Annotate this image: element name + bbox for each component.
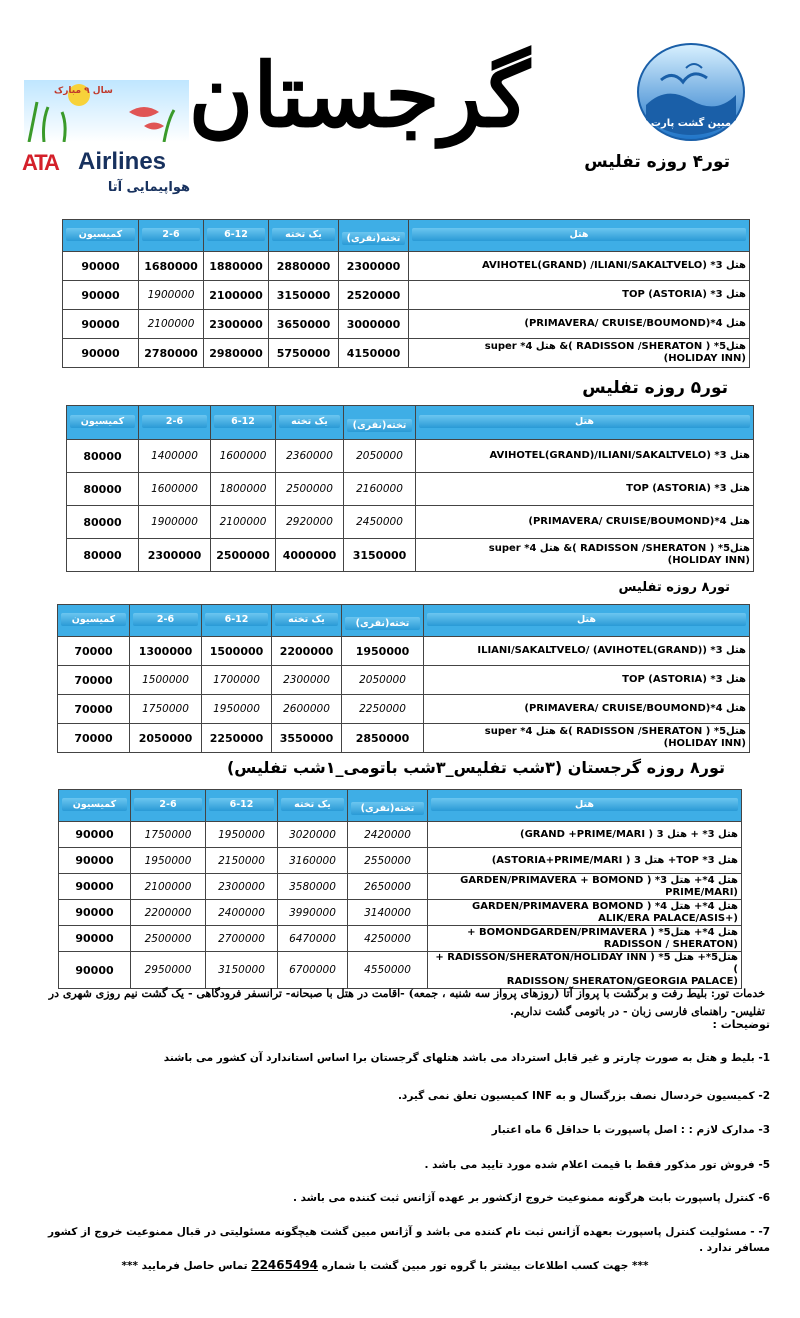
col-hotel: هتل <box>427 613 746 626</box>
table-row <box>63 281 750 310</box>
hotel-cell: هتل 3* + هتل 3 ( GRAND +PRIME/MARI) <box>428 822 742 848</box>
col-hotel: هتل <box>431 798 738 811</box>
commission-cell: 70000 <box>58 695 130 724</box>
double-cell: 2250000 <box>342 695 424 724</box>
tour-4-table <box>62 219 750 368</box>
commission-cell: 90000 <box>59 822 131 848</box>
double-cell: 2550000 <box>348 848 428 874</box>
single-cell: 2300000 <box>272 666 342 695</box>
child-2-6-cell: 1950000 <box>131 848 206 874</box>
contact-suffix: تماس حاصل فرمایید *** <box>121 1260 248 1272</box>
hotel-cell: هتل 3* (TOP (ASTORIA <box>416 473 754 506</box>
col-2-6: 2-6 <box>134 798 202 811</box>
double-cell: 2160000 <box>344 473 416 506</box>
child-6-12-cell: 1500000 <box>202 637 272 666</box>
col-2-6: 2-6 <box>142 228 200 241</box>
single-cell: 5750000 <box>269 339 339 368</box>
double-cell: 2050000 <box>342 666 424 695</box>
double-cell: 3000000 <box>339 310 409 339</box>
table-row <box>67 506 754 539</box>
hotel-cell: هتل 3* (TOP (ASTORIA <box>409 281 750 310</box>
child-2-6-cell: 2100000 <box>131 874 206 900</box>
child-2-6-cell: 1400000 <box>139 440 211 473</box>
single-cell: 3550000 <box>272 724 342 753</box>
col-commission: کمیسیون <box>70 415 135 428</box>
child-6-12-cell: 3150000 <box>206 952 278 989</box>
col-6-12: 6-12 <box>207 228 265 241</box>
single-cell: 2360000 <box>276 440 344 473</box>
hotel-cell: هتل 4*+ هتل 4* ( GARDEN/PRIMAVERA BOMOND (+ALIK/ERA PALACE/ASIS <box>428 900 742 926</box>
hotel-cell: هتل 3* TOP+ هتل 3 ( ASTORIA+PRIME/MARI) <box>428 848 742 874</box>
single-cell: 6700000 <box>278 952 348 989</box>
table-row <box>59 900 742 926</box>
child-2-6-cell: 2100000 <box>139 310 204 339</box>
commission-cell: 90000 <box>59 848 131 874</box>
note-item: 5- فروش تور مذکور فقط با قیمت اعلام شده مورد تایید می باشد . <box>424 1159 770 1171</box>
child-6-12-cell: 2150000 <box>206 848 278 874</box>
hotel-cell: هتل 3* (AVIHOTEL(GRAND)) /ILIANI/SAKALTVELO <box>424 637 750 666</box>
note-item: 7- - مسئولیت کنترل پاسپورت بعهده آژانس ثبت نام کننده می باشد و آژانس مبین گشت هیچگونه مسئولیتی در قبال ممنوعیت خروج از کشور مسافر ندارد . <box>47 1226 770 1254</box>
tour-8-georgia-title: تور۸ روزه گرجستان (۳شب تفلیس_۳شب باتومی_۱شب تفلیس) <box>226 758 725 777</box>
double-cell: 4550000 <box>348 952 428 989</box>
tour-8-title: تور۸ روزه تفلیس <box>618 580 730 595</box>
child-2-6-cell: 2780000 <box>139 339 204 368</box>
hotel-cell: هتل 3* (AVIHOTEL(GRAND)/ILIANI/SAKALTVELO <box>416 440 754 473</box>
child-6-12-cell: 2250000 <box>202 724 272 753</box>
hotel-cell: هتل 4*+ هتل5* ( BOMONDGARDEN/PRIMAVERA + (RADISSON / SHERATON <box>428 926 742 952</box>
hotel-cell: هتل 4*+ هتل 3* ( GARDEN/PRIMAVERA + BOMOND (PRIME/MARI <box>428 874 742 900</box>
child-2-6-cell: 1500000 <box>130 666 202 695</box>
col-commission: کمیسیون <box>62 798 127 811</box>
child-2-6-cell: 1900000 <box>139 506 211 539</box>
commission-cell: 90000 <box>63 281 139 310</box>
table-row <box>63 310 750 339</box>
child-2-6-cell: 2050000 <box>130 724 202 753</box>
hotel-cell: هتل 4*(PRIMAVERA/ CRUISE/BOUMOND) <box>424 695 750 724</box>
col-double: تخته(نفری) <box>345 617 420 630</box>
hotel-cell: هتل5* ( RADISSON /SHERATON )& هتل 4* super (HOLIDAY INN) <box>409 339 750 368</box>
child-2-6-cell: 1680000 <box>139 252 204 281</box>
table-header-row <box>63 220 750 252</box>
commission-cell: 70000 <box>58 637 130 666</box>
single-cell: 2200000 <box>272 637 342 666</box>
child-2-6-cell: 1300000 <box>130 637 202 666</box>
hotel-cell: هتل5*+ هتل 5* ( RADISSON/SHERATON/HOLIDAY INN + ) (RADISSON/ SHERATON/GEORGIA PALACE <box>428 952 742 989</box>
tour-5-title: تور۵ روزه تفلیس <box>582 378 728 398</box>
child-6-12-cell: 1880000 <box>204 252 269 281</box>
single-cell: 2500000 <box>276 473 344 506</box>
table-row <box>59 848 742 874</box>
single-cell: 3650000 <box>269 310 339 339</box>
single-cell: 3580000 <box>278 874 348 900</box>
double-cell: 3150000 <box>344 539 416 572</box>
commission-cell: 90000 <box>59 952 131 989</box>
airline-persian-name: هواپیمایی آتا <box>107 180 190 195</box>
phone-number[interactable]: 22465494 <box>251 1258 319 1272</box>
child-6-12-cell: 2980000 <box>204 339 269 368</box>
child-6-12-cell: 2400000 <box>206 900 278 926</box>
col-single: یک تخته <box>275 613 338 626</box>
single-cell: 3020000 <box>278 822 348 848</box>
commission-cell: 80000 <box>67 539 139 572</box>
note-item: 6- کنترل پاسپورت بابت هرگونه ممنوعیت خروج ازکشور بر عهده آژانس ثبت کننده می باشد . <box>292 1192 770 1204</box>
tour-8-table <box>57 604 750 753</box>
child-6-12-cell: 1600000 <box>211 440 276 473</box>
table-row <box>58 724 750 753</box>
col-single: یک تخته <box>279 415 340 428</box>
col-single: یک تخته <box>272 228 335 241</box>
col-commission: کمیسیون <box>61 613 126 626</box>
double-cell: 4150000 <box>339 339 409 368</box>
notes-title: توضیحات : <box>712 1018 770 1031</box>
single-cell: 6470000 <box>278 926 348 952</box>
col-2-6: 2-6 <box>142 415 207 428</box>
table-row <box>58 695 750 724</box>
table-row <box>58 666 750 695</box>
single-cell: 2880000 <box>269 252 339 281</box>
table-row <box>59 952 742 989</box>
child-6-12-cell: 2500000 <box>211 539 276 572</box>
commission-cell: 90000 <box>59 874 131 900</box>
child-2-6-cell: 2500000 <box>131 926 206 952</box>
single-cell: 2600000 <box>272 695 342 724</box>
child-2-6-cell: 1750000 <box>130 695 202 724</box>
greeting-badge: سال ۹ مبارک <box>54 86 113 96</box>
col-double: تخته(نفری) <box>342 232 405 245</box>
child-2-6-cell: 1900000 <box>139 281 204 310</box>
tour-8-georgia-table <box>58 789 742 989</box>
single-cell: 3150000 <box>269 281 339 310</box>
table-header-row <box>59 790 742 822</box>
child-6-12-cell: 1800000 <box>211 473 276 506</box>
table-row <box>63 252 750 281</box>
mobin-gasht-logo <box>636 40 746 145</box>
commission-cell: 80000 <box>67 440 139 473</box>
commission-cell: 90000 <box>63 339 139 368</box>
commission-cell: 80000 <box>67 473 139 506</box>
hotel-cell: هتل 4*(PRIMAVERA/ CRUISE/BOUMOND) <box>416 506 754 539</box>
commission-cell: 90000 <box>63 310 139 339</box>
double-cell: 2450000 <box>344 506 416 539</box>
double-cell: 2300000 <box>339 252 409 281</box>
col-single: یک تخته <box>281 798 344 811</box>
double-cell: 2050000 <box>344 440 416 473</box>
double-cell: 4250000 <box>348 926 428 952</box>
contact-line <box>20 1258 750 1272</box>
ata-airlines-logo <box>20 80 195 205</box>
page-title: گرجستان <box>188 43 530 147</box>
col-hotel: هتل <box>412 228 746 241</box>
spring-illustration <box>24 80 189 142</box>
single-cell: 4000000 <box>276 539 344 572</box>
table-row <box>67 473 754 506</box>
commission-cell: 70000 <box>58 666 130 695</box>
note-item: 3- مدارک لازم : : اصل پاسپورت با حداقل 6 ماه اعتبار <box>491 1124 770 1136</box>
hotel-cell: هتل5* ( RADISSON /SHERATON )& هتل 4* super (HOLIDAY INN) <box>424 724 750 753</box>
tour-5-table <box>66 405 754 572</box>
table-row <box>59 926 742 952</box>
child-2-6-cell: 1600000 <box>139 473 211 506</box>
child-6-12-cell: 2100000 <box>204 281 269 310</box>
contact-prefix: *** جهت کسب اطلاعات بیشتر با گروه تور مبین گشت با شماره <box>321 1260 649 1272</box>
single-cell: 2920000 <box>276 506 344 539</box>
hotel-cell: هتل5* ( RADISSON /SHERATON )& هتل 4* super (HOLIDAY INN) <box>416 539 754 572</box>
tour-4-title: تور۴ روزه تفلیس <box>584 152 730 172</box>
table-row <box>67 440 754 473</box>
child-6-12-cell: 1700000 <box>202 666 272 695</box>
single-cell: 3160000 <box>278 848 348 874</box>
hotel-cell: هتل 4*(PRIMAVERA/ CRUISE/BOUMOND) <box>409 310 750 339</box>
commission-cell: 70000 <box>58 724 130 753</box>
hotel-cell: هتل 3* (TOP (ASTORIA <box>424 666 750 695</box>
double-cell: 3140000 <box>348 900 428 926</box>
col-double: تخته(نفری) <box>347 419 412 432</box>
child-2-6-cell: 2200000 <box>131 900 206 926</box>
tour-services: خدمات تور: بلیط رفت و برگشت با پرواز آتا (روزهای پرواز سه شنبه ، جمعه) -اقامت در هتل با صبحانه- ترانسفر فرودگاهی - یک گشت نیم روزی شهری در تفلیس- راهنمای فارسی زبان - در باتومی گشت نداریم. <box>48 987 765 1018</box>
child-6-12-cell: 2700000 <box>206 926 278 952</box>
commission-cell: 90000 <box>63 252 139 281</box>
hotel-cell: هتل 3* (AVIHOTEL(GRAND) /ILIANI/SAKALTVELO <box>409 252 750 281</box>
child-2-6-cell: 2300000 <box>139 539 211 572</box>
table-row <box>59 874 742 900</box>
double-cell: 2650000 <box>348 874 428 900</box>
table-header-row <box>58 605 750 637</box>
col-hotel: هتل <box>419 415 750 428</box>
child-2-6-cell: 1750000 <box>131 822 206 848</box>
double-cell: 2420000 <box>348 822 428 848</box>
col-6-12: 6-12 <box>214 415 272 428</box>
col-2-6: 2-6 <box>133 613 198 626</box>
commission-cell: 90000 <box>59 900 131 926</box>
logo-text: مبین گشت پارت <box>650 118 732 129</box>
child-6-12-cell: 2100000 <box>211 506 276 539</box>
double-cell: 2520000 <box>339 281 409 310</box>
child-6-12-cell: 1950000 <box>202 695 272 724</box>
table-row <box>59 822 742 848</box>
child-2-6-cell: 2950000 <box>131 952 206 989</box>
double-cell: 1950000 <box>342 637 424 666</box>
note-item: 2- کمیسیون خردسال نصف بزرگسال و به INF کمیسیون تعلق نمی گیرد. <box>397 1090 770 1102</box>
table-row <box>58 637 750 666</box>
child-6-12-cell: 2300000 <box>204 310 269 339</box>
commission-cell: 80000 <box>67 506 139 539</box>
col-6-12: 6-12 <box>209 798 274 811</box>
airlines-wordmark: Airlines <box>78 148 167 175</box>
single-cell: 3990000 <box>278 900 348 926</box>
table-header-row <box>67 406 754 440</box>
col-6-12: 6-12 <box>205 613 268 626</box>
col-commission: کمیسیون <box>66 228 135 241</box>
child-6-12-cell: 1950000 <box>206 822 278 848</box>
child-6-12-cell: 2300000 <box>206 874 278 900</box>
double-cell: 2850000 <box>342 724 424 753</box>
table-row <box>63 339 750 368</box>
note-item: 1- بلیط و هتل به صورت چارتر و غیر قابل استرداد می باشد هتلهای گرجستان برا اساس استاندارد آن کشور می باشند <box>163 1052 770 1064</box>
commission-cell: 90000 <box>59 926 131 952</box>
ata-mark: ATA <box>22 150 58 175</box>
table-row <box>67 539 754 572</box>
col-double: تخته(نفری) <box>351 802 424 815</box>
